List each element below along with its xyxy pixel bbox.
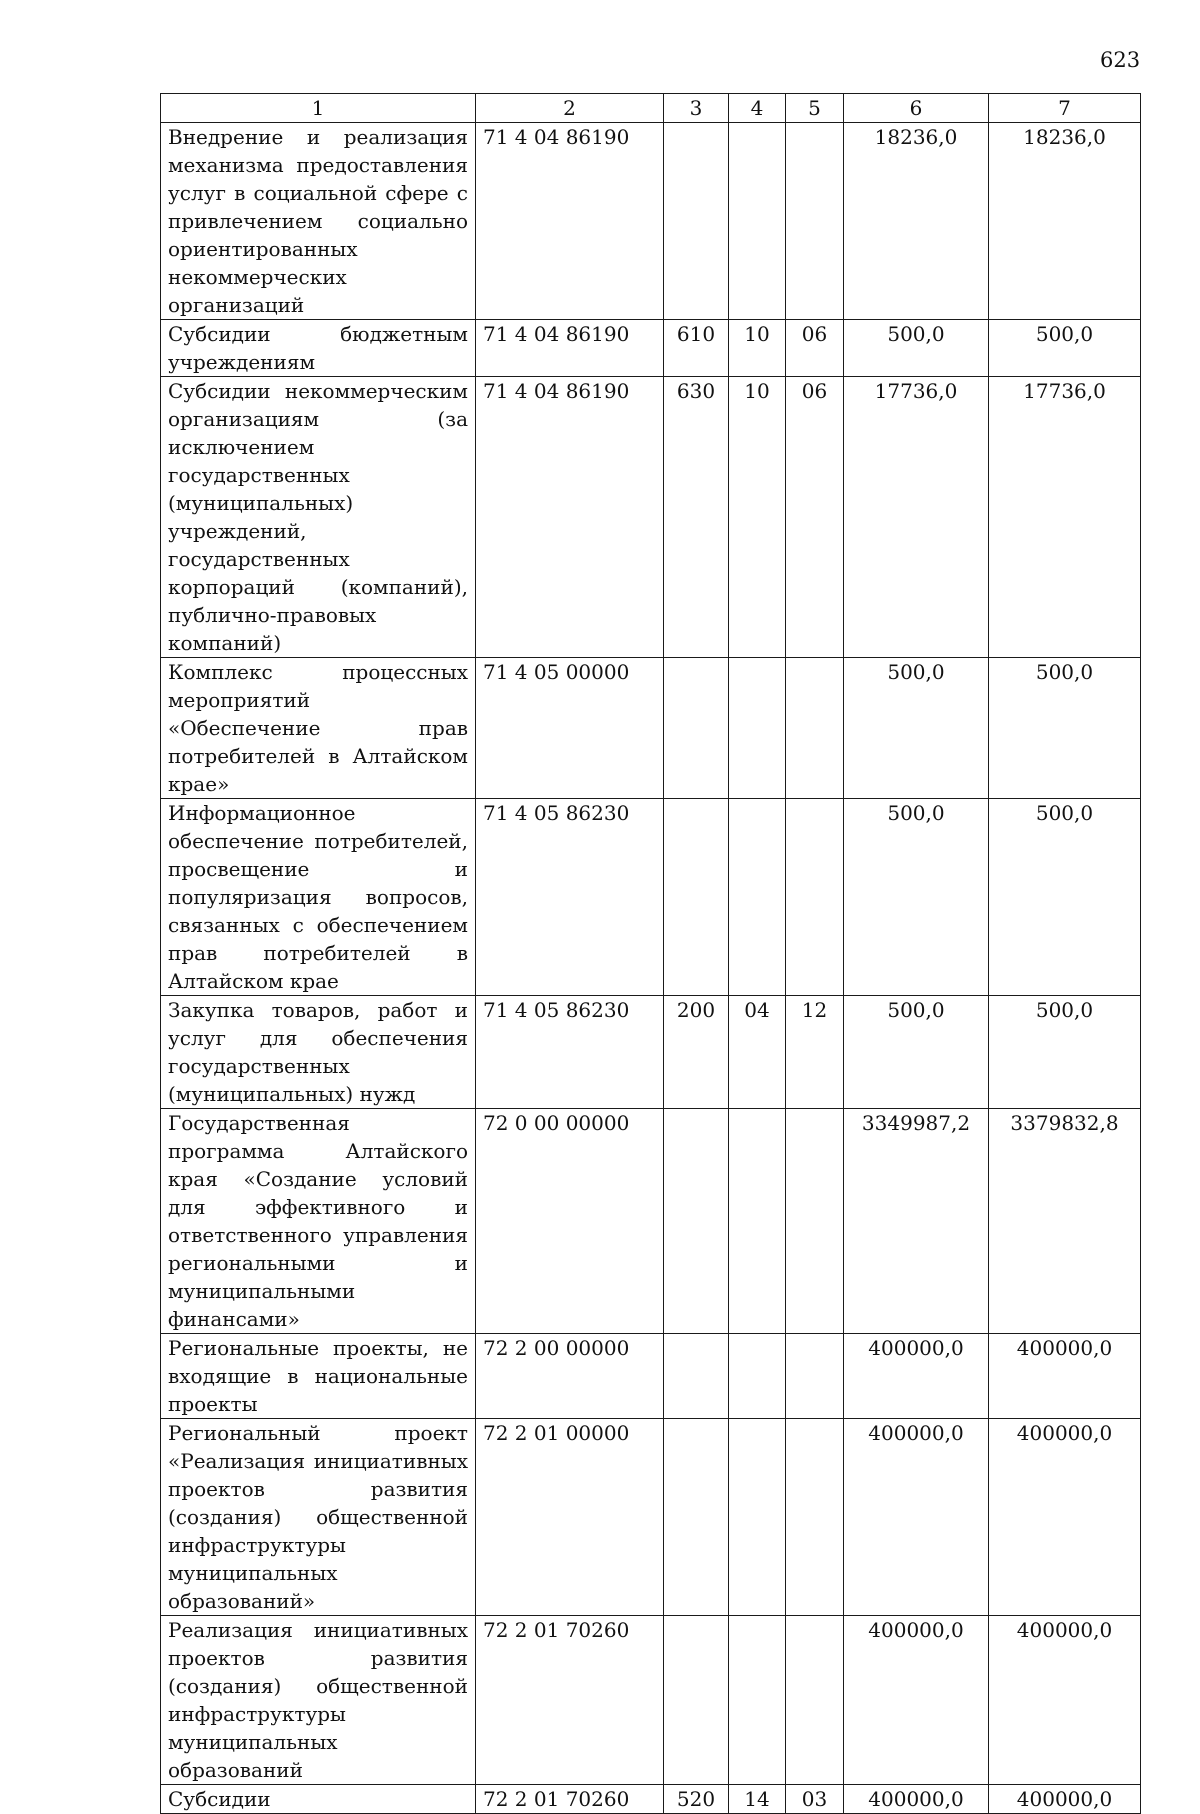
subsection	[786, 1616, 844, 1785]
subsection: 06	[786, 320, 844, 377]
amount-col7: 400000,0	[989, 1419, 1141, 1616]
amount-col6: 400000,0	[844, 1785, 989, 1814]
row-name: Субсидии некоммерческим организациям (за исключением государственных (муниципальных) учреждений, государственных корпораций (компаний), публично-правовых компаний)	[161, 377, 476, 658]
target-code: 71 4 04 86190	[476, 377, 664, 658]
header-cell: 6	[844, 94, 989, 123]
table-row	[161, 1109, 1141, 1334]
target-code: 72 2 01 70260	[476, 1616, 664, 1785]
target-code: 72 2 01 70260	[476, 1785, 664, 1814]
amount-col7: 400000,0	[989, 1616, 1141, 1785]
amount-col6: 400000,0	[844, 1419, 989, 1616]
row-name: Региональные проекты, не входящие в национальные проекты	[161, 1334, 476, 1419]
expense-type	[664, 799, 729, 996]
target-code: 71 4 04 86190	[476, 123, 664, 320]
target-code: 72 0 00 00000	[476, 1109, 664, 1334]
expense-type	[664, 1616, 729, 1785]
section	[729, 1419, 786, 1616]
section	[729, 1334, 786, 1419]
section: 10	[729, 377, 786, 658]
subsection: 03	[786, 1785, 844, 1814]
table-row	[161, 1616, 1141, 1785]
page-number: 623	[1100, 48, 1141, 72]
amount-col7: 18236,0	[989, 123, 1141, 320]
expense-type: 630	[664, 377, 729, 658]
section: 14	[729, 1785, 786, 1814]
amount-col6: 500,0	[844, 320, 989, 377]
row-name: Информационное обеспечение потребителей, просвещение и популяризация вопросов, связанных с обеспечением прав потребителей в Алтайском крае	[161, 799, 476, 996]
row-name: Реализация инициативных проектов развития (создания) общественной инфраструктуры муниципальных образований	[161, 1616, 476, 1785]
amount-col7: 3379832,8	[989, 1109, 1141, 1334]
row-name: Внедрение и реализация механизма предоставления услуг в социальной сфере с привлечением социально ориентированных некоммерческих организаций	[161, 123, 476, 320]
row-name: Региональный проект «Реализация инициативных проектов развития (создания) общественной инфраструктуры муниципальных образований»	[161, 1419, 476, 1616]
table-row	[161, 377, 1141, 658]
expense-type	[664, 123, 729, 320]
amount-col6: 3349987,2	[844, 1109, 989, 1334]
table-row	[161, 1334, 1141, 1419]
amount-col6: 500,0	[844, 658, 989, 799]
amount-col6: 17736,0	[844, 377, 989, 658]
amount-col6: 400000,0	[844, 1616, 989, 1785]
subsection	[786, 123, 844, 320]
section	[729, 123, 786, 320]
subsection	[786, 658, 844, 799]
expense-type	[664, 1419, 729, 1616]
budget-table	[160, 93, 1141, 1814]
expense-type	[664, 658, 729, 799]
header-cell: 4	[729, 94, 786, 123]
header-cell: 2	[476, 94, 664, 123]
amount-col7: 500,0	[989, 996, 1141, 1109]
header-cell: 3	[664, 94, 729, 123]
section	[729, 1109, 786, 1334]
expense-type	[664, 1334, 729, 1419]
section	[729, 658, 786, 799]
target-code: 71 4 04 86190	[476, 320, 664, 377]
header-cell: 5	[786, 94, 844, 123]
table-row	[161, 996, 1141, 1109]
amount-col6: 400000,0	[844, 1334, 989, 1419]
section: 04	[729, 996, 786, 1109]
section	[729, 1616, 786, 1785]
subsection	[786, 1419, 844, 1616]
expense-type: 610	[664, 320, 729, 377]
target-code: 71 4 05 86230	[476, 799, 664, 996]
subsection	[786, 799, 844, 996]
table-row	[161, 320, 1141, 377]
section: 10	[729, 320, 786, 377]
amount-col7: 500,0	[989, 799, 1141, 996]
header-cell: 1	[161, 94, 476, 123]
target-code: 71 4 05 00000	[476, 658, 664, 799]
section	[729, 799, 786, 996]
row-name: Субсидии	[161, 1785, 476, 1814]
subsection: 06	[786, 377, 844, 658]
amount-col7: 500,0	[989, 320, 1141, 377]
target-code: 72 2 01 00000	[476, 1419, 664, 1616]
expense-type	[664, 1109, 729, 1334]
row-name: Закупка товаров, работ и услуг для обеспечения государственных (муниципальных) нужд	[161, 996, 476, 1109]
amount-col7: 17736,0	[989, 377, 1141, 658]
table-row	[161, 658, 1141, 799]
subsection: 12	[786, 996, 844, 1109]
amount-col7: 400000,0	[989, 1785, 1141, 1814]
subsection	[786, 1109, 844, 1334]
table-row	[161, 799, 1141, 996]
header-cell: 7	[989, 94, 1141, 123]
row-name: Государственная программа Алтайского края «Создание условий для эффективного и ответственного управления региональными и муниципальными финансами»	[161, 1109, 476, 1334]
amount-col6: 500,0	[844, 996, 989, 1109]
table-row	[161, 123, 1141, 320]
target-code: 71 4 05 86230	[476, 996, 664, 1109]
row-name: Субсидии бюджетным учреждениям	[161, 320, 476, 377]
amount-col7: 500,0	[989, 658, 1141, 799]
expense-type: 200	[664, 996, 729, 1109]
subsection	[786, 1334, 844, 1419]
amount-col6: 18236,0	[844, 123, 989, 320]
amount-col7: 400000,0	[989, 1334, 1141, 1419]
expense-type: 520	[664, 1785, 729, 1814]
table-row	[161, 1785, 1141, 1814]
amount-col6: 500,0	[844, 799, 989, 996]
target-code: 72 2 00 00000	[476, 1334, 664, 1419]
row-name: Комплекс процессных мероприятий «Обеспечение прав потребителей в Алтайском крае»	[161, 658, 476, 799]
header-row	[161, 94, 1141, 123]
table-row	[161, 1419, 1141, 1616]
